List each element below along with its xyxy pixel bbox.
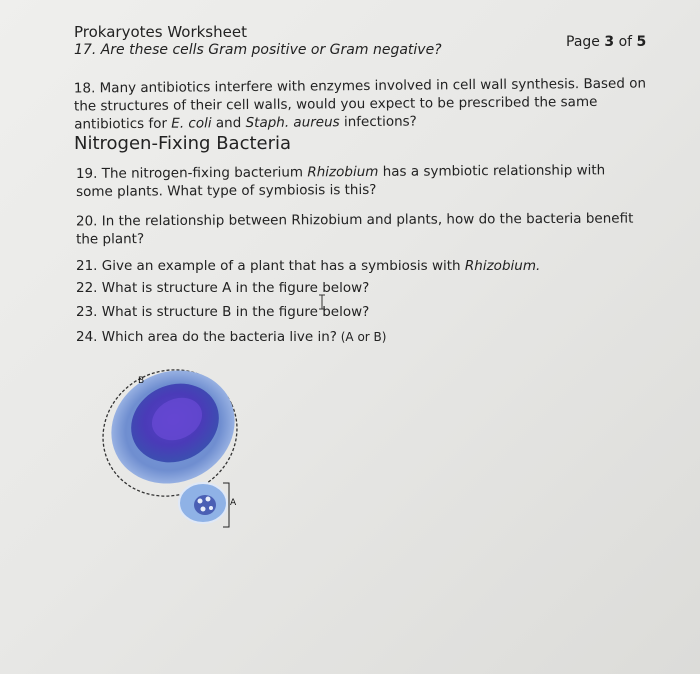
q19-text-2: has a symbiotic relationship with some plants. What type of symbiosis is this?	[76, 162, 606, 200]
question-24	[76, 328, 386, 346]
root-cell-3	[201, 507, 206, 512]
question-17: 17. Are these cells Gram positive or Gram negative?	[74, 42, 442, 58]
worksheet-title: Prokaryotes Worksheet	[74, 23, 247, 41]
page-current: 3	[604, 34, 615, 50]
text-cursor-icon	[318, 294, 326, 310]
page-word: Page	[566, 34, 600, 50]
page-number	[566, 34, 646, 50]
question-19	[76, 161, 646, 201]
q24-text: 24. Which area do the bacteria live in?	[76, 329, 337, 345]
section-heading: Nitrogen-Fixing Bacteria	[74, 133, 292, 154]
figure-label-a: A	[230, 498, 237, 508]
question-23: 23. What is structure B in the figure below?	[76, 304, 370, 320]
q21-text-1: 21. Give an example of a plant that has a symbiosis with	[76, 258, 465, 274]
q18-text-1: 18. Many antibiotics interfere with enzymes involved in cell wall synthesis. Based on the structures of their cell walls, would you expect to be prescribed the same antibiotics for	[73, 75, 647, 133]
root-nodule-figure	[95, 355, 255, 535]
q21-rhizobium: Rhizobium.	[464, 258, 541, 274]
question-21	[76, 257, 540, 275]
q18-text-2: and	[211, 115, 246, 132]
q18-ecoli: E. coli	[171, 115, 212, 132]
root-vascular	[194, 495, 216, 515]
q24-options: (A or B)	[336, 330, 387, 344]
root-cell-1	[198, 499, 203, 504]
root-cell-2	[206, 497, 211, 502]
question-18	[74, 74, 654, 133]
question-20: 20. In the relationship between Rhizobium and plants, how do the bacteria benefit the plant?	[75, 210, 634, 248]
root-cell-4	[209, 506, 213, 510]
q19-rhizobium: Rhizobium	[307, 163, 379, 181]
page-of: of	[618, 34, 633, 50]
question-22: 22. What is structure A in the figure below?	[76, 280, 370, 296]
q18-staph: Staph. aureus	[245, 114, 340, 132]
q18-text-3: infections?	[339, 113, 417, 131]
figure-label-b: B	[138, 376, 145, 386]
q19-text-1: 19. The nitrogen-fixing bacterium	[75, 164, 308, 182]
page-total: 5	[636, 34, 647, 50]
